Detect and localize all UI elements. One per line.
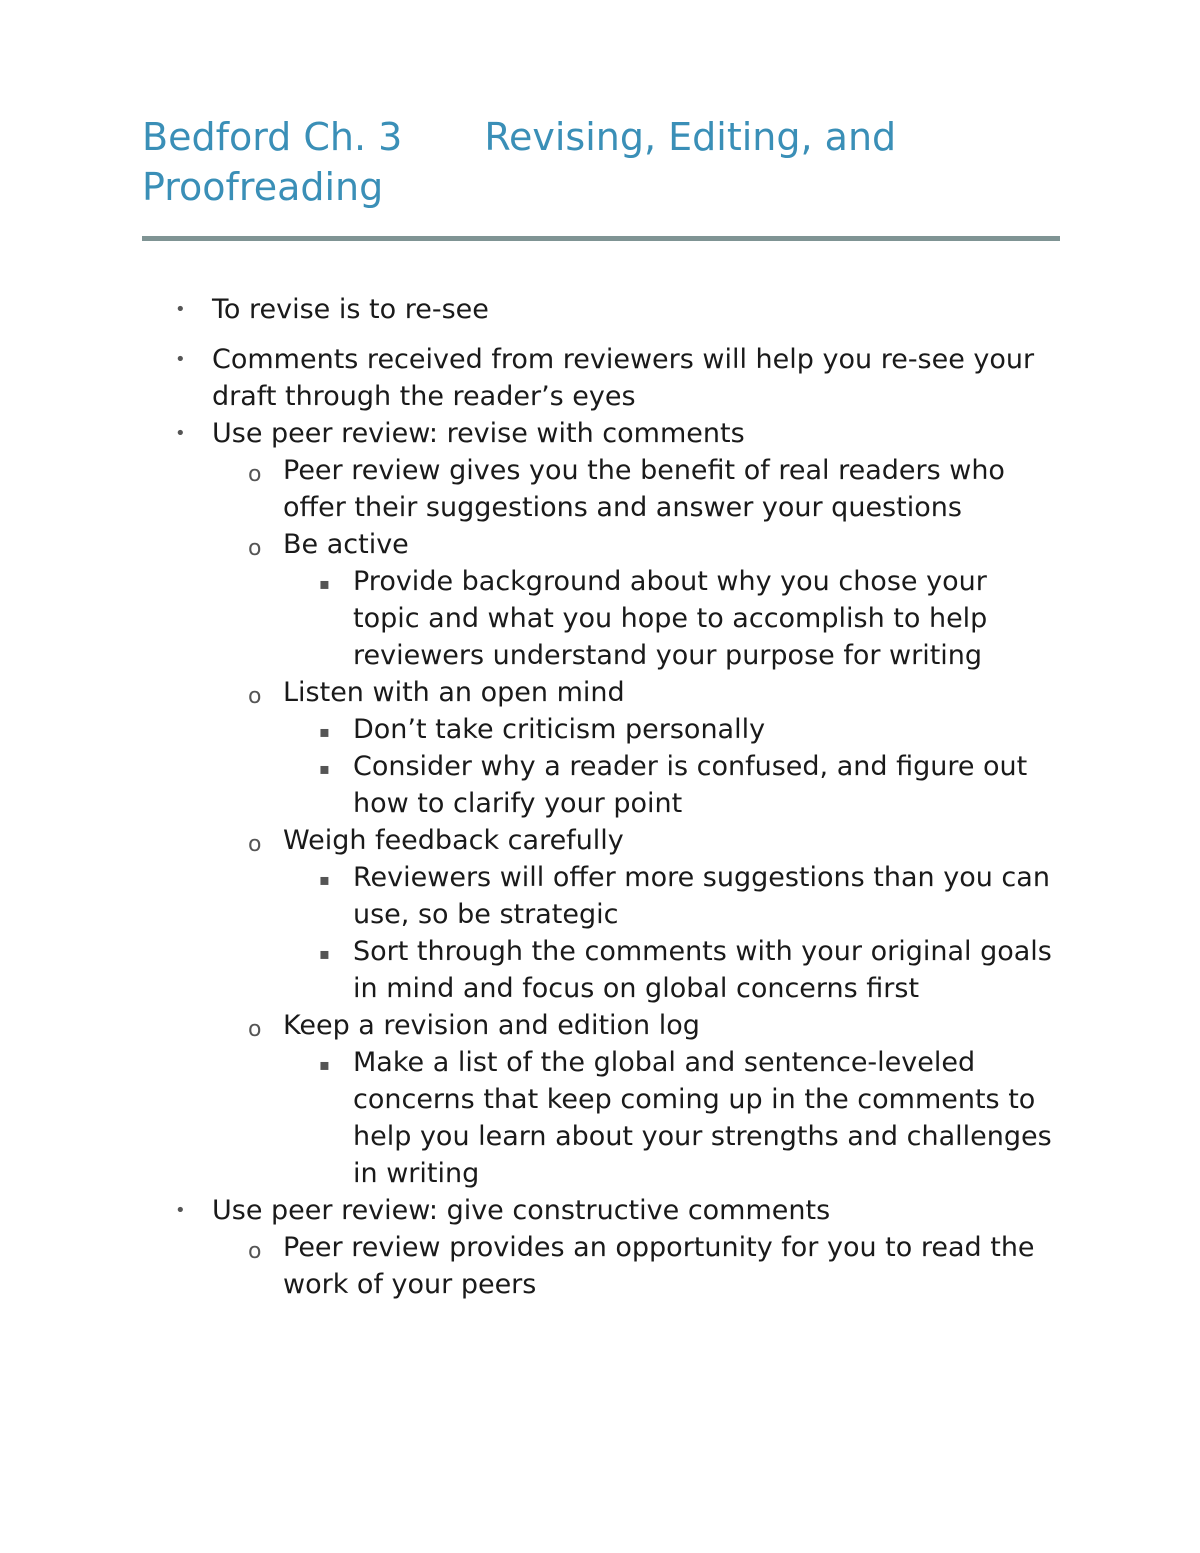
outline-item-text: Be active bbox=[283, 529, 409, 560]
outline-item-text: Reviewers will offer more suggestions than you can use, so be strategic bbox=[353, 862, 1050, 930]
outline-item-level-1 bbox=[142, 1192, 1060, 1229]
bullet-circle-icon: o bbox=[248, 1239, 262, 1264]
bullet-disc-icon: • bbox=[175, 1200, 186, 1221]
outline-item-level-2 bbox=[142, 452, 1060, 526]
outline-item-text: Peer review provides an opportunity for you to read the work of your peers bbox=[283, 1232, 1035, 1300]
outline-item-level-3 bbox=[142, 933, 1060, 1007]
outline-item-text: Use peer review: give constructive comments bbox=[212, 1195, 831, 1226]
document-page bbox=[142, 112, 1060, 1303]
bullet-circle-icon: o bbox=[248, 684, 262, 709]
outline-item-text: To revise is to re-see bbox=[212, 294, 489, 325]
outline-item-level-1 bbox=[142, 341, 1060, 415]
bullet-square-icon: ▪ bbox=[319, 944, 330, 963]
outline-item-text: Make a list of the global and sentence-leveled concerns that keep coming up in the comments to help you learn about your strengths and challenges in writing bbox=[353, 1047, 1052, 1189]
bullet-disc-icon: • bbox=[175, 423, 186, 444]
bullet-square-icon: ▪ bbox=[319, 759, 330, 778]
outline-item-text: Provide background about why you chose your topic and what you hope to accomplish to help reviewers understand your purpose for writing bbox=[353, 566, 988, 671]
outline-item-text: Comments received from reviewers will help you re-see your draft through the reader’s eyes bbox=[212, 344, 1035, 412]
bullet-square-icon: ▪ bbox=[319, 722, 330, 741]
outline-item-level-2 bbox=[142, 674, 1060, 711]
title-divider bbox=[142, 236, 1060, 241]
outline-item-text: Listen with an open mind bbox=[283, 677, 625, 708]
outline-item-level-3 bbox=[142, 563, 1060, 674]
outline-item-text: Keep a revision and edition log bbox=[283, 1010, 700, 1041]
bullet-disc-icon: • bbox=[175, 349, 186, 370]
outline-item-level-1 bbox=[142, 291, 1060, 328]
title-topic-continued: Proofreading bbox=[142, 165, 384, 209]
outline-item-text: Use peer review: revise with comments bbox=[212, 418, 745, 449]
outline-item-level-1 bbox=[142, 415, 1060, 452]
outline-item-level-2 bbox=[142, 1007, 1060, 1044]
bullet-circle-icon: o bbox=[248, 536, 262, 561]
bullet-disc-icon: • bbox=[175, 299, 186, 320]
outline-item-text: Peer review gives you the benefit of real readers who offer their suggestions and answer your questions bbox=[283, 455, 1005, 523]
bullet-circle-icon: o bbox=[248, 1017, 262, 1042]
bullet-circle-icon: o bbox=[248, 832, 262, 857]
document-title bbox=[142, 112, 1060, 212]
outline-item-text: Weigh feedback carefully bbox=[283, 825, 624, 856]
bullet-square-icon: ▪ bbox=[319, 870, 330, 889]
outline-item-level-2 bbox=[142, 1229, 1060, 1303]
outline-item-text: Consider why a reader is confused, and figure out how to clarify your point bbox=[353, 751, 1028, 819]
title-topic: Revising, Editing, and bbox=[484, 115, 897, 159]
outline-list bbox=[142, 291, 1060, 1303]
outline-item-level-3 bbox=[142, 1044, 1060, 1192]
outline-item-level-3 bbox=[142, 711, 1060, 748]
outline-item-level-3 bbox=[142, 748, 1060, 822]
bullet-square-icon: ▪ bbox=[319, 574, 330, 593]
bullet-square-icon: ▪ bbox=[319, 1055, 330, 1074]
outline-item-text: Don’t take criticism personally bbox=[353, 714, 766, 745]
outline-item-level-2 bbox=[142, 526, 1060, 563]
title-chapter: Bedford Ch. 3 bbox=[142, 115, 403, 159]
outline-item-level-3 bbox=[142, 859, 1060, 933]
outline-item-level-2 bbox=[142, 822, 1060, 859]
outline-item-text: Sort through the comments with your original goals in mind and focus on global concerns first bbox=[353, 936, 1052, 1004]
bullet-circle-icon: o bbox=[248, 462, 262, 487]
